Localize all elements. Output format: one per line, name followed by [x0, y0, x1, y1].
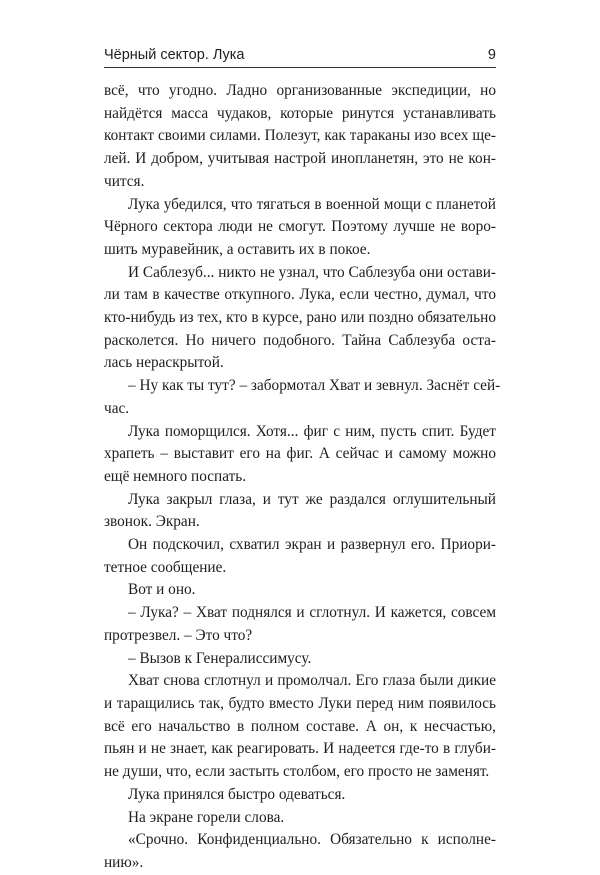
text-line: найдётся масса чудаков, которые ринутся устанавливать	[104, 104, 496, 122]
text-line: И Саблезуб... никто не узнал, что Саблезуба они остави-	[128, 263, 496, 281]
paragraph	[104, 262, 496, 376]
text-line: – Лука? – Хват поднялся и сглотнул. И кажется, совсем	[128, 604, 496, 622]
paragraph	[104, 829, 496, 874]
text-line: лей. И добром, учитывая настрой инопланетян, это не кон-	[104, 150, 496, 168]
text-line: час.	[104, 399, 130, 417]
paragraph	[104, 579, 496, 602]
text-line: ещё немного поспать.	[104, 467, 247, 485]
text-line: Лука закрыл глаза, и тут же раздался оглушительный	[128, 490, 496, 508]
text-line: Вот и оно.	[128, 581, 196, 599]
text-line: всё, что угодно. Ладно организованные экспедиции, но	[104, 82, 496, 99]
text-line: чится.	[104, 172, 145, 190]
running-title: Чёрный сектор. Лука	[104, 47, 245, 63]
paragraph	[104, 80, 496, 194]
text-line: кто-нибудь из тех, кто в курсе, рано или поздно обязательно	[104, 309, 496, 327]
paragraph	[104, 534, 496, 579]
paragraph	[104, 648, 496, 671]
running-header	[104, 44, 496, 66]
text-line: «Срочно. Конфиденциально. Обязательно к исполне-	[128, 831, 496, 849]
text-line: и таращились так, будто вместо Луки перед ним появилось	[104, 694, 496, 712]
text-line: протрезвел. – Это что?	[104, 626, 253, 644]
text-line: На экране горели слова.	[128, 808, 285, 826]
paragraph	[104, 489, 496, 534]
text-line: храпеть – выставит его на фиг. А сейчас и самому можно	[104, 445, 496, 463]
text-line: Лука принялся быстро одеваться.	[128, 785, 346, 803]
text-line: расколется. Но ничего подобного. Тайна Саблезуба оста-	[104, 331, 496, 349]
text-line: нию».	[104, 853, 144, 871]
text-line: Лука поморщился. Хотя... фиг с ним, пусть спит. Будет	[128, 422, 496, 440]
text-line: шить муравейник, а оставить их в покое.	[104, 240, 371, 258]
paragraph	[104, 807, 496, 830]
text-line: Хват снова сглотнул и промолчал. Его глаза были дикие	[128, 672, 496, 690]
text-line: не души, что, если застыть столбом, его просто не заменят.	[104, 763, 490, 781]
paragraph	[104, 784, 496, 807]
text-line: – Вызов к Генералиссимусу.	[128, 649, 312, 667]
text-line: пьян и не знает, как реагировать. И надеется где-то в глуби-	[104, 740, 496, 758]
paragraph	[104, 375, 501, 420]
text-line: контакт своими силами. Полезут, как тараканы изо всех ще-	[104, 127, 496, 145]
text-line: – Ну как ты тут? – забормотал Хват и зевнул. Заснёт сей-	[128, 377, 501, 395]
paragraph	[104, 421, 496, 489]
header-rule	[104, 67, 496, 68]
text-line: звонок. Экран.	[104, 513, 200, 531]
paragraph	[104, 602, 496, 647]
text-line: лась нераскрытой.	[104, 354, 224, 372]
text-line: ли там в качестве откупного. Лука, если честно, думал, что	[104, 286, 496, 304]
paragraph	[104, 194, 496, 262]
text-line: Чёрного сектора люди не смогут. Поэтому лучше не воро-	[104, 218, 496, 236]
paragraph	[104, 670, 496, 784]
text-line: Он подскочил, схватил экран и развернул его. Приори-	[128, 536, 496, 554]
page-number: 9	[487, 47, 496, 63]
text-line: тетное сообщение.	[104, 558, 227, 576]
text-line: всё его начальство в полном составе. А он, к несчастью,	[104, 717, 496, 735]
body-text	[104, 80, 501, 875]
text-line: Лука убедился, что тягаться в военной мощи с планетой	[128, 195, 496, 213]
